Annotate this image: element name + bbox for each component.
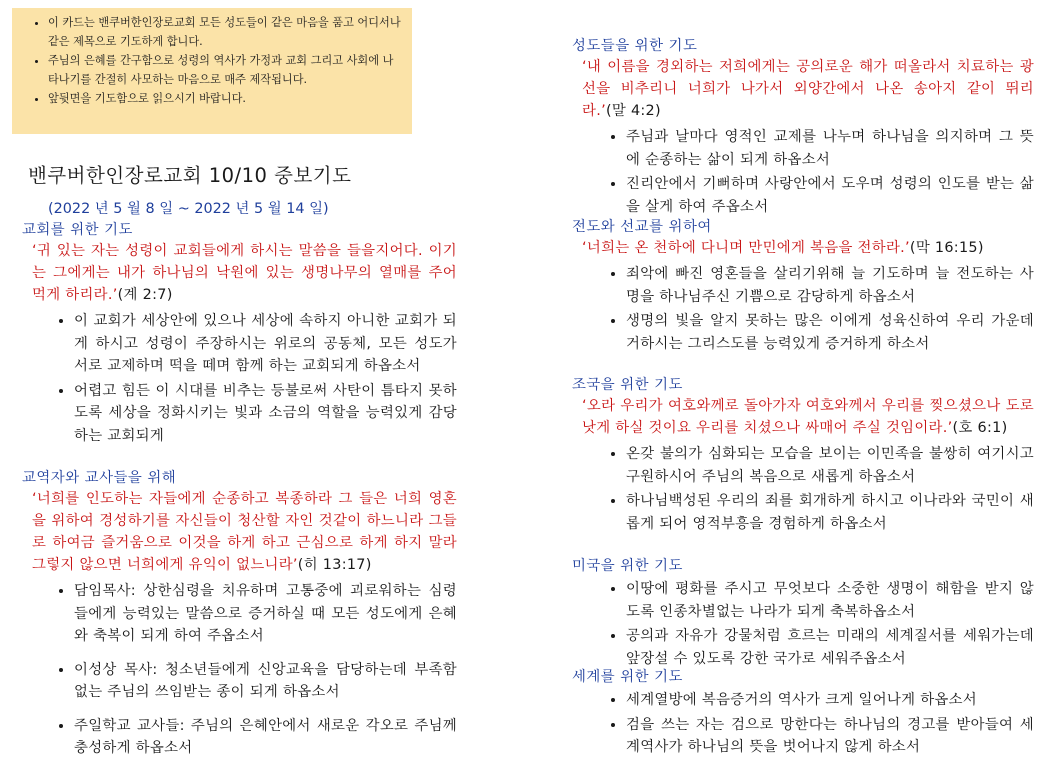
- prayer-item: • 온갖 불의가 심화되는 모습을 보이는 이민족을 불쌍히 여기시고 구원하시어 주님의 복음으로 새롭게 하옵소서: [626, 443, 1034, 488]
- section-homeland: [572, 375, 1034, 537]
- prayer-item: • 진리안에서 기뻐하며 사랑안에서 도우며 성령의 인도를 받는 삶을 살게 하여 주옵소서: [626, 173, 1034, 218]
- scripture-verse: ‘너희는 온 천하에 다니며 만민에게 복음을 전하라.’(막 16:15): [582, 240, 984, 256]
- prayer-list: [572, 689, 1034, 759]
- section-church: [22, 220, 457, 449]
- prayer-list: [22, 310, 457, 447]
- prayer-list: [572, 443, 1034, 535]
- prayer-item: • 생명의 빛을 알지 못하는 많은 이에게 성육신하여 우리 가운데 거하시는 그리스도를 능력있게 증거하게 하소서: [626, 310, 1034, 355]
- section-heading: 교회를 위한 기도: [22, 222, 133, 238]
- scripture-verse: ‘너희를 인도하는 자들에게 순종하고 복종하라 그 들은 너희 영혼을 위하여 경성하기를 자신들이 청산할 자인 것같이 하느니라 그들로 하여금 즐거움으로 이것을 하게 하고 근심으로 하게 하지 말라 그렇지 않으면 너희에게 유익이 없느니라’(히 13:17): [32, 491, 457, 573]
- prayer-item: • 이성상 목사: 청소년들에게 신앙교육을 담당하는데 부족함없는 주님의 쓰임받는 종이 되게 하옵소서: [74, 659, 457, 704]
- section-heading: 성도들을 위한 기도: [572, 38, 698, 54]
- section-heading: 교역자와 교사들을 위해: [22, 470, 177, 486]
- scripture-reference: (말 4:2): [605, 103, 661, 119]
- prayer-item: • 어렵고 힘든 이 시대를 비추는 등불로써 사탄이 틈타지 못하도록 세상을 정화시키는 빛과 소금의 역할을 능력있게 감당하는 교회되게: [74, 380, 457, 448]
- scripture-reference: (계 2:7): [117, 287, 173, 303]
- prayer-item: • 이 교회가 세상안에 있으나 세상에 속하지 아니한 교회가 되게 하시고 성령이 주장하시는 위로의 공동체, 모든 성도가 서로 교제하며 떡을 떼며 함께 하는 교회되게 하옵소서: [74, 310, 457, 378]
- notice-item: • 주님의 은혜를 간구함으로 성령의 역사가 가정과 교회 그리고 사회에 나타나기를 간절히 사모하는 마음으로 매주 제작됩니다.: [48, 51, 402, 89]
- section-saints: [572, 36, 1034, 220]
- scripture-verse: ‘내 이름을 경외하는 저희에게는 공의로운 해가 떠올라서 치료하는 광선을 비추리니 너희가 나가서 외양간에서 나온 송아지 같이 뛰리라.’(말 4:2): [582, 59, 1034, 119]
- prayer-item: • 주님과 날마다 영적인 교제를 나누며 하나님을 의지하며 그 뜻에 순종하는 삶이 되게 하옵소서: [626, 126, 1034, 171]
- notice-item: • 앞뒷면을 기도함으로 읽으시기 바랍니다.: [48, 89, 402, 108]
- section-heading: 세계를 위한 기도: [572, 669, 683, 685]
- scripture-reference: (호 6:1): [952, 420, 1008, 436]
- section-ministers: [22, 468, 457, 771]
- prayer-item: • 주일학교 교사들: 주님의 은혜안에서 새로운 각오로 주님께 충성하게 하옵소서: [74, 715, 457, 760]
- prayer-list: [22, 580, 457, 760]
- date-range: (2022 년 5 월 8 일 ~ 2022 년 5 월 14 일): [48, 201, 329, 217]
- scripture-reference: (막 16:15): [909, 240, 984, 256]
- page-title: 밴쿠버한인장로교회 10/10 중보기도: [28, 164, 352, 187]
- prayer-list: [572, 578, 1034, 670]
- notice-list: [26, 13, 402, 108]
- scripture-verse: ‘귀 있는 자는 성령이 교회들에게 하시는 말씀을 들을지어다. 이기는 그에게는 내가 하나님의 낙원에 있는 생명나무의 열매를 주어 먹게 하리라.’(계 2:7): [32, 243, 457, 303]
- prayer-list: [572, 263, 1034, 355]
- prayer-item: • 세계열방에 복음증거의 역사가 크게 일어나게 하옵소서: [626, 689, 1034, 712]
- prayer-item: • 담임목사: 상한심령을 치유하며 고통중에 괴로워하는 심령들에게 능력있는 말씀으로 증거하실 때 모든 성도에게 은혜와 축복이 되게 하여 주옵소서: [74, 580, 457, 648]
- prayer-item: • 하나님백성된 우리의 죄를 회개하게 하시고 이나라와 국민이 새롭게 되어 영적부흥을 경험하게 하옵소서: [626, 490, 1034, 535]
- notice-item: • 이 카드는 밴쿠버한인장로교회 모든 성도들이 같은 마음을 품고 어디서나 같은 제목으로 기도하게 합니다.: [48, 13, 402, 51]
- section-heading: 조국을 위한 기도: [572, 377, 683, 393]
- section-usa: [572, 556, 1034, 672]
- section-heading: 전도와 선교를 위하여: [572, 219, 712, 235]
- prayer-list: [572, 126, 1034, 218]
- prayer-item: • 검을 쓰는 자는 검으로 망한다는 하나님의 경고를 받아들여 세계역사가 하나님의 뜻을 벗어나지 않게 하소서: [626, 714, 1034, 759]
- section-heading: 미국을 위한 기도: [572, 558, 683, 574]
- scripture-verse: ‘오라 우리가 여호와께로 돌아가자 여호와께서 우리를 찢으셨으나 도로 낫게 하실 것이요 우리를 치셨으나 싸매어 주실 것임이라.’(호 6:1): [582, 398, 1034, 436]
- prayer-item: • 이땅에 평화를 주시고 무엇보다 소중한 생명이 해함을 받지 않도록 인종차별없는 나라가 되게 축복하옵소서: [626, 578, 1034, 623]
- section-world: [572, 667, 1034, 761]
- section-evangelism: [572, 217, 1034, 357]
- prayer-item: • 죄악에 빠진 영혼들을 살리기위해 늘 기도하며 늘 전도하는 사명을 하나님주신 기쁨으로 감당하게 하옵소서: [626, 263, 1034, 308]
- scripture-reference: (히 13:17): [297, 557, 372, 573]
- notice-box: [12, 8, 412, 134]
- prayer-item: • 공의과 자유가 강물처럼 흐르는 미래의 세계질서를 세워가는데 앞장설 수 있도록 강한 국가로 세워주옵소서: [626, 625, 1034, 670]
